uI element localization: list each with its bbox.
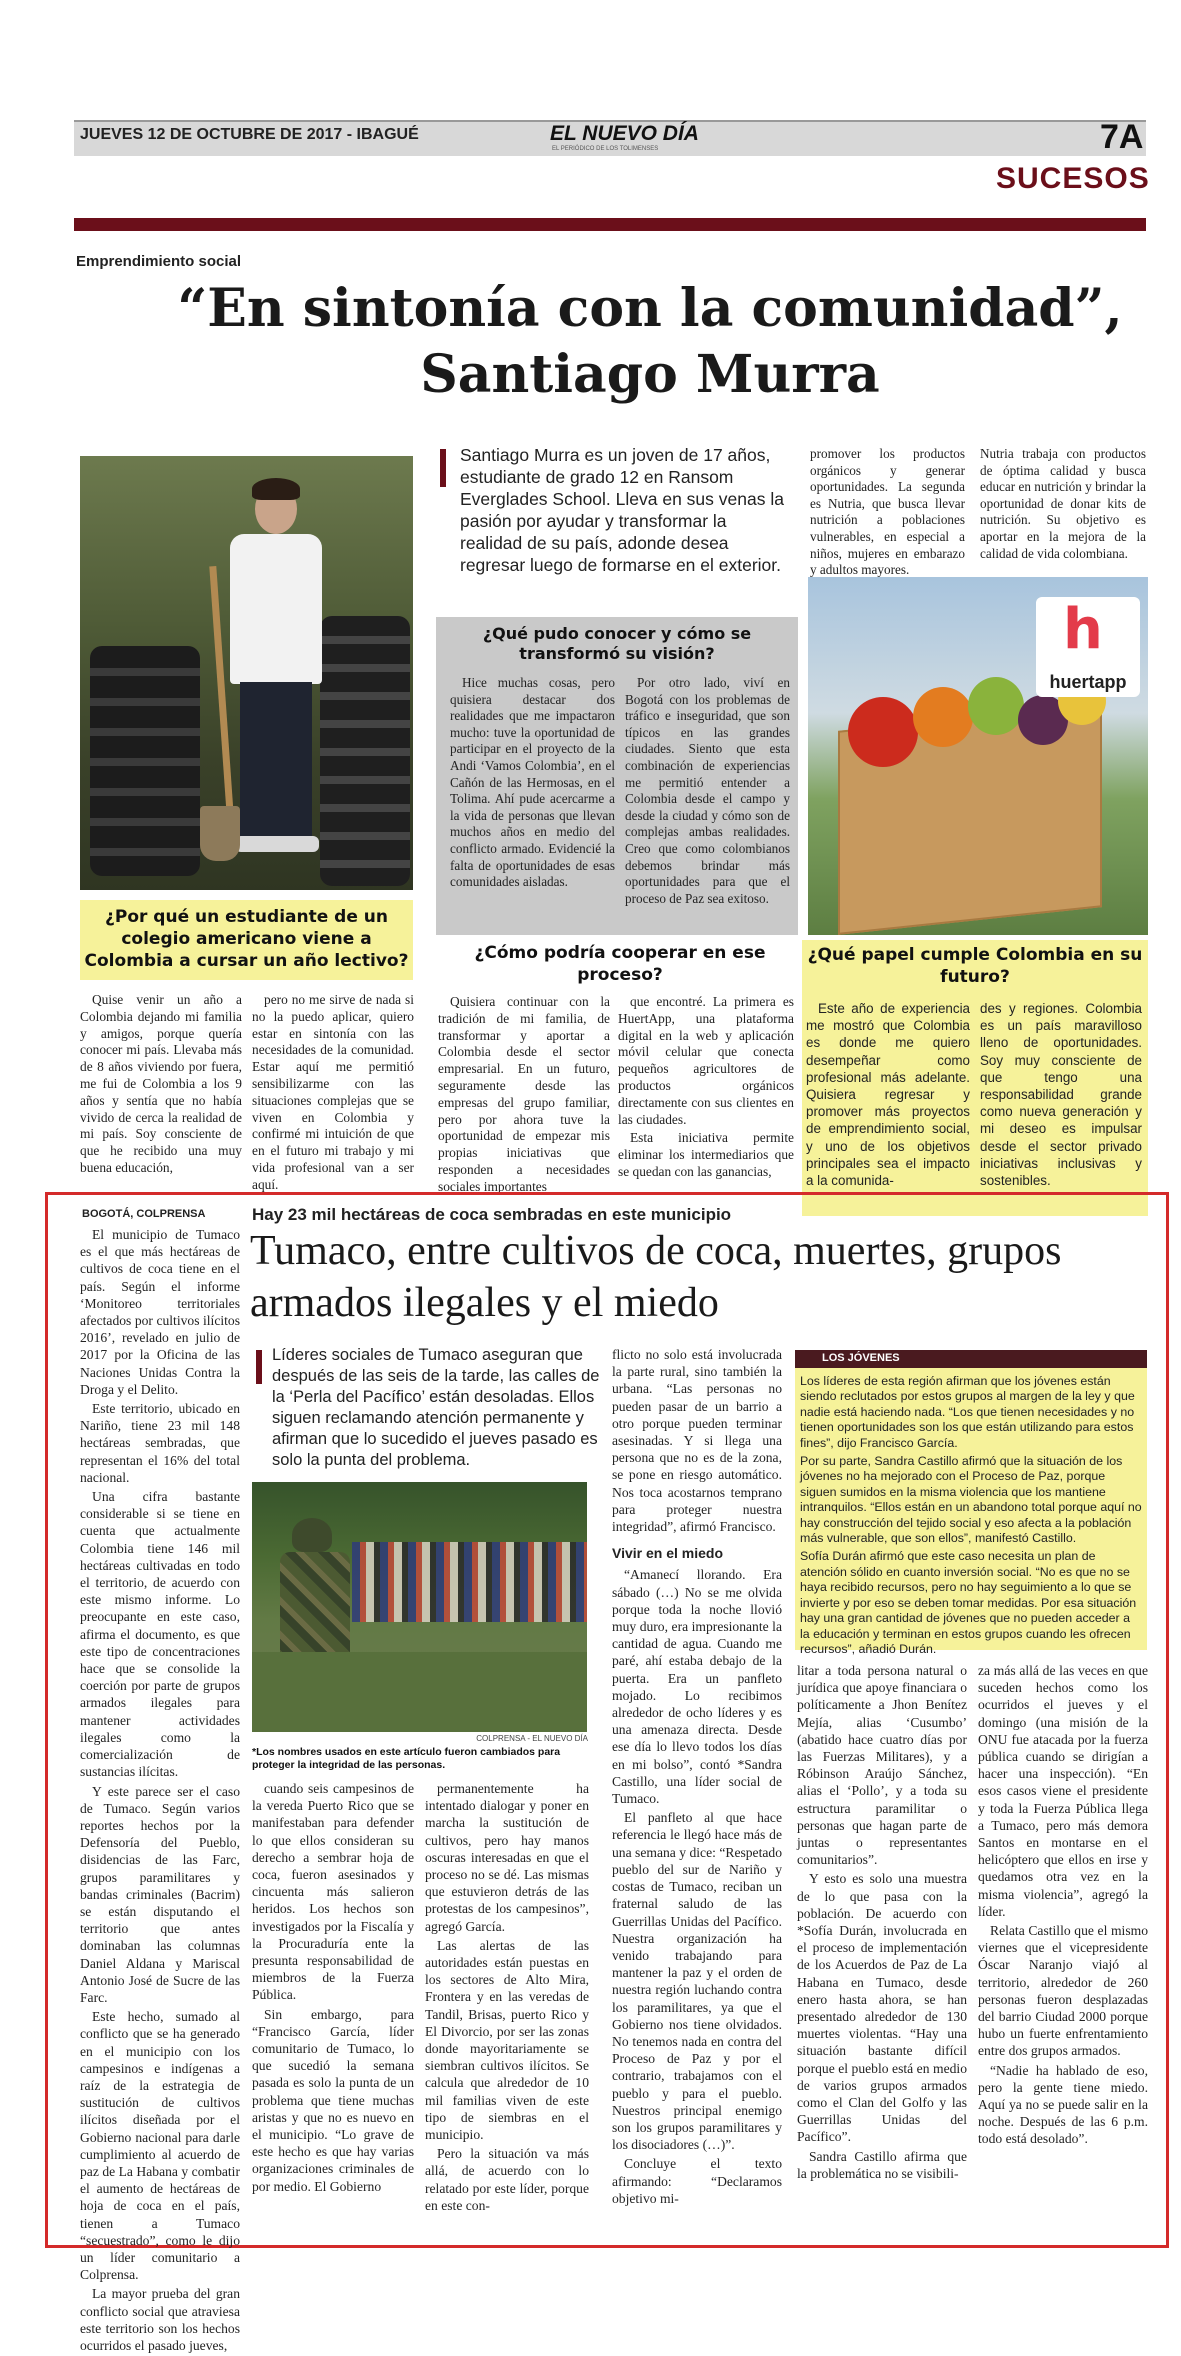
article2-col1-p1: El municipio de Tumaco es el que más hectáreas de cultivos de coca tiene en el país. Según el informe ‘Monitoreo territoriales afectados por cultivos ilícitos 2016’, revelado en julio de 2017 por la Oficina de las Naciones Unidas Contra la Droga y el Delito. — [80, 1227, 240, 1397]
article2-col3-p2: Las alertas de las autoridades están puestas en los sectores de Alto Mira, Frontera y en las veredas de Tandil, Brisas, puerto Rico y El Divorcio, por ser las zonas donde mayoritariamente se siembran cultivos ilícitos. Se calcula que alrededor de 10 mil familias viven de este tipo de siembras en el municipio. — [425, 1937, 589, 2143]
q2-heading: ¿Qué pudo conocer y cómo se transformó su visión? — [482, 624, 752, 663]
article2-col4-p1: flicto no solo está involucrada la parte rural, sino también la urbana. “Las personas no pueden pasar de un barrio a otro porque pueden terminar asesinadas. Y si llega una persona que no es de la zona, se pone en riesgo automático. Nos toca acostarnos temprano para proteger nuestra integridad”, afirmó Francisco. — [612, 1347, 782, 1535]
header-date: JUEVES 12 DE OCTUBRE DE 2017 - IBAGUÉ — [80, 126, 419, 143]
q4-answer-left — [806, 1000, 970, 1191]
article1-kicker: Emprendimiento social — [76, 253, 242, 270]
person-shirt — [230, 534, 322, 684]
article2-col5 — [797, 1662, 967, 2184]
person-pants — [240, 682, 312, 842]
article1-col3-text: promover los productos orgánicos y generar oportunidades. La segunda es Nutria, que busca llevar nutrición a poblaciones vulnerables, en especial a niños, mujeres en embarazo y adultos mayores. — [810, 446, 965, 578]
article2-title: Tumaco, entre cultivos de coca, muertes, grupos armados ilegales y el miedo — [250, 1228, 1062, 1326]
article2-col1-p4: Y este parece ser el caso de Tumaco. Según varios reportes hechos por la Defensoría del Pueblo, disidencias de las Farc, grupos paramilitares y bandas criminales (Bacrim) se están disputando el territorio que antes dominaban las columnas Daniel Aldana y Mariscal Antonio José de Sucre de las Farc. — [80, 1783, 240, 2005]
jovenes-p1: Los líderes de esta región afirman que los jóvenes están siendo reclutados por estos grupos al margen de la ley y que nadie está haciendo nada. “Los que tienen necesidades y no tienen oportunidades son los que están utilizando para estos fines”, dijo Francisco García. — [800, 1374, 1135, 1450]
article2-col6-p3: “Nadie ha hablado de eso, pero la gente tiene miedo. Aquí ya no se puede salir en la noche. Después de las 6 p.m. todo está desolado”. — [978, 2062, 1148, 2147]
jovenes-p3: Sofía Durán afirmó que este caso necesita un plan de atención sólido en cuanto inversión social. “No es que no se haya recibido recursos, pero no hay seguimiento a lo que se invierte y por eso se deben tomar medidas. Por esa situación hay una gran cantidad de jóvenes que no pueden acceder a la educación y terminan en estos grupos cuando les ofrecen recursos”, añadió Durán. — [800, 1549, 1137, 1656]
article1-title: “En sintonía con la comunidad”, Santiago Murra — [177, 278, 1123, 405]
article2-col5-p3: Sandra Castillo afirma que la problemática no se visibili- — [797, 2148, 967, 2181]
article2-col2-p1: cuando seis campesinos de la vereda Puerto Rico que se manifestaban para defender lo que ellos consideran su derecho a sembrar hoja de coca, fueron asesinados y cincuenta más salieron heridos. Los hechos son investigados por la Fiscalía y la Procuraduría ente la presunta responsabilidad de miembros de la Fuerza Pública. — [252, 1781, 414, 2003]
jovenes-box-title: LOS JÓVENES — [822, 1352, 900, 1364]
q1-answer-p2: pero no me sirve de nada si no la puedo aplicar, quiero estar en sintonía con las necesidades de la comunidad. Estar aquí me permitió sensibilizarme con las situaciones complejas que se viven en Colombia y confirmé mi intuición de que en el futuro mi trabajo y mi vida profesional van a ser aquí. — [252, 992, 414, 1192]
section-label: SUCESOS — [996, 162, 1150, 195]
photo-credit: COLPRENSA - EL NUEVO DÍA — [476, 1734, 588, 1743]
crowd — [352, 1542, 587, 1622]
soldier-head — [292, 1518, 332, 1552]
q2-answer-left — [450, 675, 615, 893]
tumaco-photo — [252, 1482, 587, 1732]
article1-col4-text: Nutria trabaja con productos de óptima calidad y busca educar en nutrición y brindar la oportunidad de donar kits de nutrición. Su objetivo es aportar en la mejora de la calidad de vida colombiana. — [980, 446, 1146, 561]
article2-col1-p6: La mayor prueba del gran conflicto social que atraviesa este territorio son los hechos ocurridos el pasado jueves, — [80, 2286, 240, 2353]
q3-answer-p1: Quisiera continuar con la tradición de mi familia, de transformar y aportar a Colombia desde el sector empresarial. En un futuro, seguramente desde las empresas del grupo familiar, pero por ahora tuve la oportunidad de empezar mis propias iniciativas que responden a necesidades sociales importantes — [438, 994, 610, 1194]
article2-col6 — [978, 1662, 1148, 2150]
q3-answer-p2: que encontré. La primera es HuertApp, una plataforma digital en la web y aplicación móvil celular que conecta pequeños agricultores de productos orgánicos directamente con sus clientes en las ciudades. — [618, 994, 794, 1127]
santiago-photo — [80, 456, 413, 890]
article2-dateline: BOGOTÁ, COLPRENSA — [82, 1208, 206, 1220]
vegetables-orange — [913, 687, 973, 747]
article2-col3 — [425, 1780, 589, 2216]
q1-answer-left — [80, 992, 242, 1179]
q2-answer-right — [625, 675, 790, 909]
article1-col3 — [810, 446, 965, 581]
q3-answer-left — [438, 994, 610, 1198]
tire-stack-left — [90, 646, 200, 876]
q3-heading: ¿Cómo podría cooperar en ese proceso? — [474, 943, 766, 985]
article2-subhead: Vivir en el miedo — [612, 1545, 724, 1562]
q4-answer-right — [980, 1000, 1142, 1191]
jovenes-p2: Por su parte, Sandra Castillo afirmó que la situación de los jóvenes no ha mejorado con el Proceso de Paz, porque siguen sumidos en la misma violencia que los mantiene intranquilos. “Ellos están en un abandono total porque aquí no hay construcción del tejido social y eso afecta a la población más vulnerable, que son ellos”, manifestó Castillo. — [800, 1454, 1142, 1546]
q1-answer-p1: Quise venir un año a Colombia dejando mi familia y amigos, porque quería conocer mi país. Llevaba más de 8 años viviendo por fuera, me fui de Colombia a los 9 años y sentía que no había vivido de cerca la realidad de mi país. Soy consciente de que he recibido una muy buena educación, — [80, 992, 242, 1175]
article2-col4-p2: “Amanecí llorando. Era sábado (…) No se me olvida porque toda la noche llovió muy duro, era impresionante la cantidad de agua. Cuando me paré, ahí estaba debajo de la puerta. Era un panfleto mojado. Lo recibimos alrededor de ocho líderes y es una amenaza directa. Desde ese día lo llevo todos los días en mi bolso”, contó *Sandra Castillo, una líder social de Tumaco. — [612, 1567, 782, 1807]
q2-answer-p1: Hice muchas cosas, pero quisiera destacar dos realidades que me impactaron mucho: tuve la oportunidad de participar en el proyecto de la Andi ‘Vamos Colombia’, en el Cañón de las Hermosas, en el Tolima. Ahí pude acercarme a la vida de personas que llevan muchos años en medio del conflicto armado. Evidencié la falta de oportunidades de esas comunidades aisladas. — [450, 675, 615, 890]
article2-col1-p3: Una cifra bastante considerable si se tiene en cuenta que actualmente Colombia tiene 146 mil hectáreas cultivadas en todo el territorio, de acuerdo con este mismo informe. Lo preocupante en este caso, afirma el documento, es que este tipo de concentraciones hace que se consolide la coerción por parte de grupos armados ilegales para mantener actividades ilegales como la comercialización de sustancias ilícitas. — [80, 1489, 240, 1780]
q3-answer-p3: Esta iniciativa permite eliminar los intermediarios que se quedan con las ganancias, — [618, 1130, 794, 1179]
q1-answer-right — [252, 992, 414, 1196]
article2-lead: Líderes sociales de Tumaco aseguran que después de las seis de la tarde, las calles de la ‘Perla del Pacífico’ están desoladas. Ellos siguen reclamando atención permanente y afirman que lo sucedido el jueves pasado es solo la punta del problema. — [272, 1346, 600, 1469]
article2-col3-p1: permanentemente ha intentado dialogar y poner en marcha la sustitución de cultivos, pero hay manos oscuras interesadas en que el proceso no se dé. Las mismas que estuvieron detrás de las protestas de los campesinos”, agregó García. — [425, 1781, 589, 1934]
article2-col4-p4: Concluye el texto afirmando: “Declaramos objetivo mi- — [612, 2156, 782, 2206]
article2-col5-p1: litar a toda persona natural o jurídica que apoye financiara o políticamente a Jhon Benítez Mejía, alias ‘Cusumbo’ (abatido hace cuatro días por las Fuerzas Militares), y a Róbinson Araújo Sánchez, alias el ‘Pollo’, y a toda su estructura paramilitar o personas que hagan parte de juntas o representantes comunitarios”. — [797, 1663, 967, 1868]
article2-col2 — [252, 1780, 414, 2197]
page-number: 7A — [1100, 118, 1144, 156]
q4-answer-p1: Este año de experiencia me mostró que Colombia es donde me quiero desempeñar como profesional más adelante. Quisiera regresar y promover más proyectos de emprendimiento social, y uno de los objetivos principales sea el impacto a la comunida- — [806, 1001, 970, 1189]
q4-answer-p2: des y regiones. Colombia es un país maravilloso lleno de oportunidades. Soy muy consciente de que tengo una responsabilidad grande como nueva generación y mi deseo es impulsar desde el sector privado iniciativas inclusivas y sostenibles. — [980, 1001, 1142, 1189]
q1-heading: ¿Por qué un estudiante de un colegio americano viene a Colombia a cursar un año lectivo? — [84, 907, 409, 971]
ground — [252, 1652, 587, 1732]
article1-col4 — [980, 446, 1146, 564]
jovenes-box-text — [800, 1374, 1142, 1659]
article2-col3-p3: Pero la situación va más allá, de acuerdo con lo relatado por este líder, porque en este con- — [425, 2146, 589, 2213]
person-hair — [252, 478, 300, 500]
huertapp-photo — [808, 577, 1148, 935]
article2-col6-p2: Relata Castillo que el mismo viernes que el vicepresidente Óscar Naranjo viajó al territorio, alrededor de 260 personas fueron desplazadas del barrio Ciudad 2000 porque hubo un fuerte enfrentamiento entre dos grupos armados. — [978, 1923, 1148, 2059]
article2-col1-p2: Este territorio, ubicado en Nariño, tiene 23 mil 148 hectáreas sembradas, que representan el 16% del total nacional. — [80, 1401, 240, 1485]
photo-caption: *Los nombres usados en este artículo fueron cambiados para proteger la integridad de las personas. — [252, 1746, 561, 1771]
article2-col4-p3: El panfleto al que hace referencia le llegó hace más de una semana y dice: “Respetado pueblo del sur de Nariño y costas de Tumaco, reciban un fraternal saludo de las Guerrillas Unidas del Pacífico. Nuestra organización ha venido trabajando para mantener la paz y el orden de nuestra región luchando contra los paramilitares, ya que el Gobierno nos tiene olvidados. No tenemos nada en contra del Proceso de Paz y por el contrario, trabajamos con el pueblo y para el pueblo. Nuestros principal enemigo son los grupos paramilitares y los disociadores (…)”. — [612, 1810, 782, 2153]
article2-col1-p5: Este hecho, sumado al conflicto que se ha generado en el municipio con los campesinos e indígenas a raíz de la estrategia de sustitución de cultivos ilícitos diseñada por el Gobierno nacional para darle cumplimiento al acuerdo de paz de La Habana y combatir el aumento de hectáreas de hoja de coca en el país, tienen a Tumaco “secuestrado”, como le dijo un líder comunitario a Colprensa. — [80, 2009, 240, 2283]
shovel-blade — [200, 806, 240, 861]
person-shoes — [235, 836, 319, 852]
q2-answer-p2: Por otro lado, viví en Bogotá con los problemas de tráfico e inseguridad, que son típicos en las grandes ciudades. Siento que esta combinación de experiencias me permitió entender a Colombia desde el campo y desde la ciudad y cómo son de complejas ambas realidades. Creo que como colombianos debemos brindar más oportunidades para que el proceso de Paz sea exitoso. — [625, 675, 790, 906]
article2-col5-p2: Y esto es solo una muestra de lo que pasa con la población. De acuerdo con *Sofía Durán, involucrada en el proceso de implementación de los Acuerdos de Paz de La Habana en Tumaco, desde enero hasta ahora, se han presentado alrededor de 130 muertes violentas. “Hay una situación bastante difícil porque el pueblo está en medio de varios grupos armados como el Clan del Golfo y las Guerrillas Unidas del Pacífico”. — [797, 1871, 967, 2145]
vegetables-red — [848, 697, 918, 767]
article1-lead: Santiago Murra es un joven de 17 años, estudiante de grado 12 en Ransom Everglades School. Lleva en sus venas la pasión por ayudar y transformar la realidad de su país, adonde desea regresar luego de formarse en el exterior. — [460, 445, 784, 575]
vegetables-green — [968, 677, 1024, 735]
article2-col2-p2: Sin embargo, para “Francisco García, líder comunitario de Tumaco, lo que sucedió la semana pasada es solo la punta de un problema que tiene muchas aristas y que no es nuevo en el municipio. “Lo grave de este hecho es que hay varias organizaciones criminales de por medio. El Gobierno — [252, 2006, 414, 2194]
huertapp-logo-h: h — [1063, 597, 1103, 662]
q4-heading: ¿Qué papel cumple Colombia en su futuro? — [807, 945, 1143, 987]
article2-lead-marker — [256, 1350, 262, 1384]
article2-col1 — [80, 1226, 240, 2356]
lead-marker — [440, 449, 446, 487]
article2-col4 — [612, 1346, 782, 2209]
header-logo-tagline: EL PERIÓDICO DE LOS TOLIMENSES — [552, 146, 659, 152]
huertapp-logo-text: huertapp — [1049, 672, 1127, 692]
header-rule — [74, 218, 1146, 231]
article2-kicker: Hay 23 mil hectáreas de coca sembradas en este municipio — [252, 1205, 732, 1224]
tire-stack-right — [320, 616, 410, 886]
q3-answer-right — [618, 994, 794, 1183]
article2-col6-p1: za más allá de las veces en que suceden hechos como los ocurridos el jueves y el domingo (una misión de la ONU fue atacada por la fuerza pública cuando se dirigían a hacer una inspección). “En esos casos viene el presidente y toda la Fuerza Pública llega a Tumaco, pero más demora Santos en montarse en el helicóptero que ellos en irse y quedamos otra vez en la misma violencia”, agregó la líder. — [978, 1663, 1148, 1919]
header-logo: EL NUEVO DÍA — [550, 122, 699, 145]
